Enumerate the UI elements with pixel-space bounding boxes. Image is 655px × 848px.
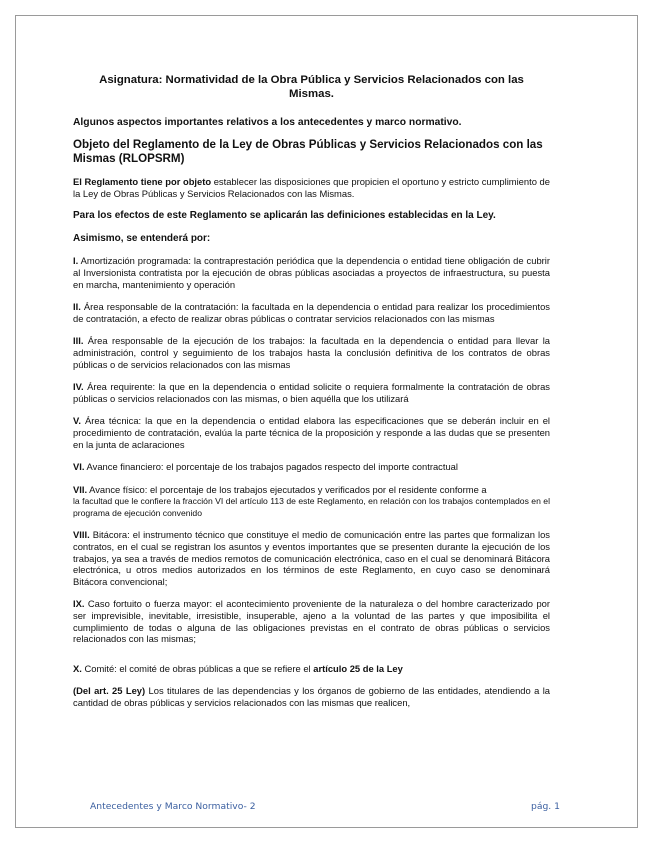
item-number: IV. [73, 381, 84, 393]
objeto-text: establecer las disposiciones que propicien el oportuno y estricto cumplimiento de la Ley de Obras Públicas y Servicios Relacionados con las Mismas. [73, 176, 550, 199]
footer-section-label: Antecedentes y Marco Normativo- 2 [90, 801, 256, 812]
item-text: Bitácora: el instrumento técnico que constituye el medio de comunicación entre las partes que formalizan los contratos, en el cual se registran los asuntos y eventos importantes que se presenten durante la ejecución de los trabajos, ya sea a través de medios remotos de comunicación electrónica, caso en el cual se denominará Bitácora electrónica, u otros medios autorizados en los términos de este Reglamento, en cuyo caso se denominará Bitácora convencional; [73, 529, 550, 587]
lead-paragraph: Algunos aspectos importantes relativos a los antecedentes y marco normativo. [73, 117, 462, 128]
item-text: Amortización programada: la contraprestación periódica que la dependencia o entidad tiene obligación de cubrir al Inversionista contratista por la ejecución de obras públicas asociadas a proyectos de infraestructura, su puesta en marcha, mantenimiento y operación [73, 255, 550, 290]
item-text: Avance físico: el porcentaje de los trabajos ejecutados y verificados por el residente conforme a [87, 483, 487, 495]
definition-item [73, 484, 550, 519]
section-heading: Objeto del Reglamento de la Ley de Obras Públicas y Servicios Relacionados con las Mismas (RLOPSRM) [73, 138, 543, 165]
objeto-bold: El Reglamento tiene por objeto [73, 176, 212, 187]
item-number: VII. [73, 483, 88, 495]
definition-item [73, 461, 550, 473]
item-text-small: la facultad que le confiere la fracción VI del artículo 113 de este Reglamento, en relación con los trabajos contemplados en el programa de ejecución convenido [73, 496, 550, 518]
definition-item [73, 529, 550, 587]
definition-item [73, 255, 550, 290]
comite-paragraph [73, 663, 550, 675]
item-number: X. [73, 662, 82, 674]
art25-paragraph [73, 685, 550, 708]
comite-bold: artículo 25 de la Ley [313, 662, 403, 674]
footer-page-number: pág. 1 [531, 801, 560, 812]
definition-item [73, 335, 550, 370]
item-text: Área técnica: la que en la dependencia o entidad elabora las especificaciones que se deberán incluir en el procedimiento de contratación, evalúa la parte técnica de la proposición y responde a las dudas que se presenten en la junta de aclaraciones [73, 415, 550, 450]
document-title: Asignatura: Normatividad de la Obra Pública y Servicios Relacionados con las Mismas. [99, 74, 524, 100]
item-number: III. [73, 335, 84, 347]
definition-item [73, 415, 550, 450]
item-number: I. [73, 255, 79, 267]
definition-item [73, 598, 550, 644]
item-text: Área responsable de la contratación: la facultada en la dependencia o entidad para realizar los procedimientos de contratación, a efecto de realizar obras públicas o contratar servicios relacionados con las mismas [73, 301, 550, 324]
item-number: IX. [73, 598, 85, 610]
item-number: II. [73, 301, 81, 313]
item-text: Área requirente: la que en la dependencia o entidad solicite o requiera formalmente la contratación de obras públicas o servicios relacionados con las mismas, o bien aquélla que los utilizará [73, 381, 550, 404]
item-number: V. [73, 415, 81, 427]
item-number: VIII. [73, 529, 90, 541]
document-body [73, 61, 550, 709]
art25-bold: (Del art. 25 Ley) [73, 685, 146, 697]
art25-text: Los titulares de las dependencias y los órganos de gobierno de las entidades, atendiendo a la cantidad de obras públicas y servicios relacionados con las mismas que realicen, [73, 685, 550, 708]
efectos-paragraph: Para los efectos de este Reglamento se aplicarán las definiciones establecidas en la Ley. [73, 210, 496, 222]
item-text: Caso fortuito o fuerza mayor: el acontecimiento proveniente de la naturaleza o del hombre caracterizado por ser imprevisible, inevitable, irresistible, insuperable, ajeno a la voluntad de las partes y que imposibilita el cumplimiento de todas o alguna de las obligaciones previstas en el contrato de obras públicas o servicios relacionados con las mismas; [73, 598, 550, 645]
item-text: Área responsable de la ejecución de los trabajos: la facultada en la dependencia o entidad para llevar la administración, control y seguimiento de los trabajos hasta la conclusión definitiva de los contratos de obras públicas o de servicios relacionados con las mismas [73, 335, 550, 370]
comite-text: Comité: el comité de obras públicas a que se refiere el [81, 662, 314, 674]
asimismo-paragraph: Asimismo, se entenderá por: [73, 232, 211, 244]
item-text: Avance financiero: el porcentaje de los trabajos pagados respecto del importe contractual [84, 461, 458, 473]
definition-item [73, 381, 550, 404]
item-number: VI. [73, 461, 85, 473]
definition-item [73, 301, 550, 324]
objeto-paragraph [73, 176, 550, 199]
